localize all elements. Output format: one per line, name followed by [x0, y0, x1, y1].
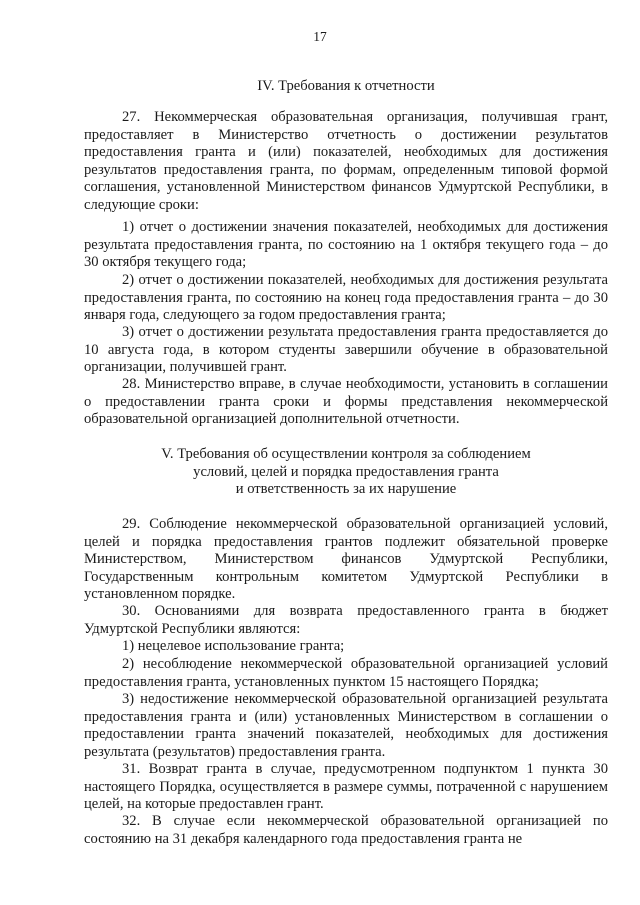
- paragraph-30-item-1: 1) нецелевое использование гранта;: [122, 638, 345, 654]
- paragraph-28: 28. Министерство вправе, в случае необходимости, установить в соглашении о предоставлении гранта сроки и формы представления некоммерческой образовательной организацией дополнительной отчетности.: [84, 376, 608, 428]
- paragraph-27-item-1: 1) отчет о достижении значения показателей, необходимых для достижения результата предоставления гранта, по состоянию на 1 октября текущего года – до 30 октября текущего года;: [84, 219, 608, 271]
- paragraph-29: 29. Соблюдение некоммерческой образовательной организацией условий, целей и порядка предоставления грантов подлежит обязательной проверке Министерством, Министерством финансов Удмуртской Республики, Государственным контрольным комитетом Удмуртской Республики в установленном порядке.: [84, 516, 608, 603]
- paragraph-30: 30. Основаниями для возврата предоставленного гранта в бюджет Удмуртской Республики являются:: [84, 603, 608, 637]
- section-5-heading: [84, 446, 608, 499]
- section-5-title-line-3: и ответственность за их нарушение: [235, 481, 457, 498]
- paragraph-27-item-3: 3) отчет о достижении результата предоставления гранта предоставляется до 10 августа года, в котором студенты завершили обучение в образовательной организации, получившей грант.: [84, 324, 608, 376]
- paragraph-30-item-3: 3) недостижение некоммерческой образовательной организацией результата предоставления гранта и (или) установленных Министерством в соглашении о предоставлении гранта значений показателей, необходимых для достижения результата (результатов) предоставления гранта.: [84, 691, 608, 760]
- paragraph-30-item-2: 2) несоблюдение некоммерческой образовательной организацией условий предоставления гранта, установленных пунктом 15 настоящего Порядка;: [84, 656, 608, 690]
- paragraph-31: 31. Возврат гранта в случае, предусмотренном подпунктом 1 пункта 30 настоящего Порядка, осуществляется в размере суммы, потраченной с нарушением целей, на которые предоставлен грант.: [84, 761, 608, 813]
- section-5-title-line-2: условий, целей и порядка предоставления гранта: [193, 463, 499, 480]
- paragraph-32: 32. В случае если некоммерческой образовательной организацией по состоянию на 31 декабря календарного года предоставления гранта не: [84, 813, 608, 847]
- paragraph-27: 27. Некоммерческая образовательная организация, получившая грант, предоставляет в Министерство отчетность о достижении результатов предоставления гранта и (или) показателей, необходимых для достижения результатов предоставления гранта, по формам, определенным типовой формой соглашения, установленной Министерством финансов Удмуртской Республики, в следующие сроки:: [84, 109, 608, 213]
- paragraph-27-item-2: 2) отчет о достижении показателей, необходимых для достижения результата предоставления гранта, по состоянию на конец года предоставления гранта – до 30 января года, следующего за годом предоставления гранта;: [84, 272, 608, 324]
- section-4-heading: [84, 78, 608, 96]
- page-number: 17: [313, 29, 327, 44]
- section-4-title: IV. Требования к отчетности: [257, 78, 435, 94]
- section-5-title-line-1: V. Требования об осуществлении контроля за соблюдением: [161, 446, 531, 462]
